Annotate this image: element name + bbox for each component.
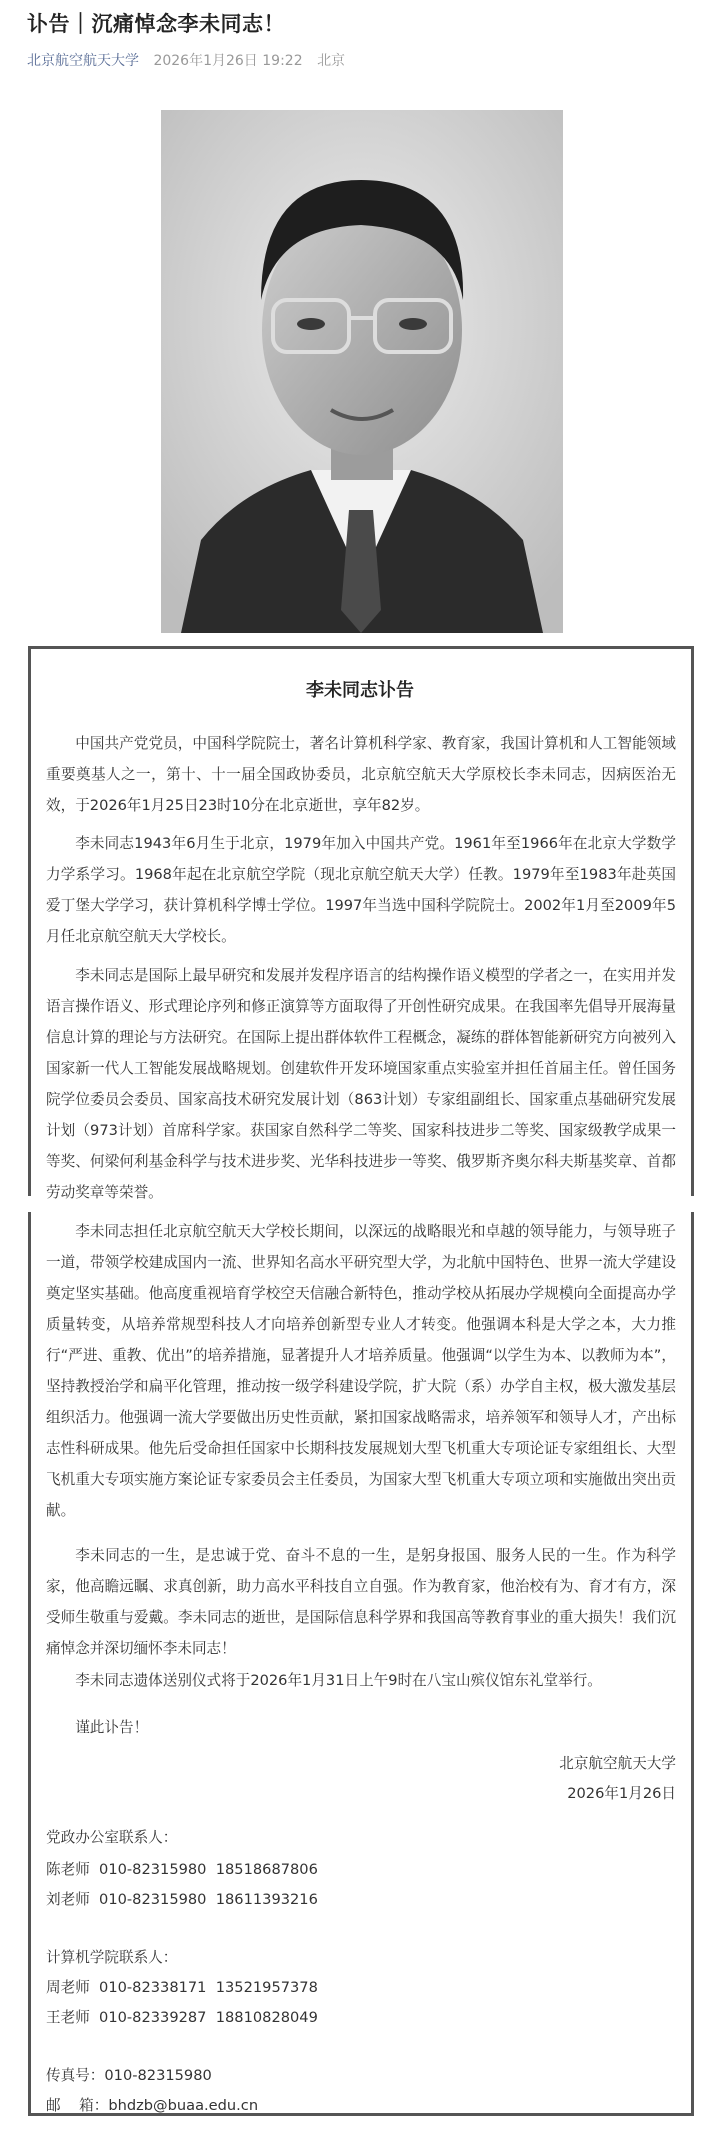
- paragraph-presidency: 李未同志担任北京航空航天大学校长期间，以深远的战略眼光和卓越的领导能力，与领导班子一道，带领学校建成国内一流、世界知名高水平研究型大学，为北航中国特色、世界一流大学建设奠定坚实基础。他高度重视培育学校空天信融合新特色，推动学校从拓展办学规模向全面提高办学质量转变，从培养常规型科技人才向培养创新型专业人才转变。他强调本科是大学之本，大力推行“严进、重教、优出”的培养措施，显著提升人才培养质量。他强调“以学生为本、以教师为本”，坚持教授治学和扁平化管理，推动按一级学科建设学院，扩大院（系）办学自主权，极大激发基层组织活力。他强调一流大学要做出历史性贡献，紧扣国家战略需求，培养领军和领导人才，产出标志性科研成果。他先后受命担任国家中长期科技发展规划大型飞机重大专项论证专家组组长、大型飞机重大专项实施方案论证专家委员会主任委员，为国家大型飞机重大专项立项和实施做出突出贡献。: [46, 1223, 676, 1519]
- signature-organization: 北京航空航天大学: [559, 1755, 676, 1772]
- obituary-title: 李未同志讣告: [306, 680, 414, 701]
- paragraph-closing: 谨此讣告！: [75, 1719, 149, 1736]
- source-account-link[interactable]: 北京航空航天大学: [27, 53, 139, 69]
- paragraph-funeral: 李未同志遗体送别仪式将于2026年1月31日上午9时在八宝山殡仪馆东礼堂举行。: [75, 1672, 602, 1689]
- portrait-photo: [161, 110, 563, 633]
- contact-person: 陈老师 010-82315980 18518687806: [46, 1861, 318, 1878]
- paragraph-tribute: 李未同志的一生，是忠诚于党、奋斗不息的一生，是躬身报国、服务人民的一生。作为科学家，他高瞻远瞩、求真创新，助力高水平科技自立自强。作为教育家，他治校有为、育才有方，深受师生敬重与爱戴。李未同志的逝世，是国际信息科学界和我国高等教育事业的重大损失！我们沉痛悼念并深切缅怀李未同志！: [46, 1547, 676, 1657]
- signature-date: 2026年1月26日: [567, 1785, 676, 1802]
- paragraph-research: 李未同志是国际上最早研究和发展并发程序语言的结构操作语义模型的学者之一，在实用并发语言操作语义、形式理论序列和修正演算等方面取得了开创性研究成果。在我国率先倡导开展海量信息计算的理论与方法研究。在国际上提出群体软件工程概念，凝练的群体智能新研究方向被列入国家新一代人工智能发展战略规划。创建软件开发环境国家重点实验室并担任首届主任。曾任国务院学位委员会委员、国家高技术研究发展计划（863计划）专家组副组长、国家重点基础研究发展计划（973计划）首席科学家。获国家自然科学二等奖、国家科技进步二等奖、国家级教学成果一等奖、何梁何利基金科学与技术进步奖、光华科技进步一等奖、俄罗斯齐奥尔科夫斯基奖章、首都劳动奖章等荣誉。: [46, 967, 676, 1201]
- fax-number: 传真号：010-82315980: [46, 2067, 212, 2084]
- frame-border-gap-right: [691, 1196, 700, 1212]
- contact-person: 周老师 010-82338171 13521957378: [46, 1979, 318, 1996]
- paragraph-biography: 李未同志1943年6月生于北京，1979年加入中国共产党。1961年至1966年在北京大学数学力学系学习。1968年起在北京航空学院（现北京航空航天大学）任教。1979年至1983年赴英国爱丁堡大学学习，获计算机科学博士学位。1997年当选中国科学院院士。2002年1月至2009年5月任北京航空航天大学校长。: [46, 835, 676, 945]
- publish-location: 北京: [317, 53, 346, 69]
- contact-group-label: 计算机学院联系人：: [46, 1949, 178, 1966]
- publish-date: 2026年1月26日 19:22: [153, 53, 303, 69]
- article-title: 讣告｜沉痛悼念李未同志！: [27, 12, 285, 36]
- contact-person: 刘老师 010-82315980 18611393216: [46, 1891, 318, 1908]
- paragraph-intro: 中国共产党党员，中国科学院院士，著名计算机科学家、教育家，我国计算机和人工智能领域重要奠基人之一，第十、十一届全国政协委员，北京航空航天大学原校长李未同志，因病医治无效，于2026年1月25日23时10分在北京逝世，享年82岁。: [46, 735, 676, 814]
- article-meta: [27, 50, 355, 70]
- contact-group-label: 党政办公室联系人：: [46, 1829, 178, 1846]
- contact-person: 王老师 010-82339287 18810828049: [46, 2009, 318, 2026]
- email-address: 邮 箱：bhdzb@buaa.edu.cn: [46, 2097, 259, 2114]
- frame-border-gap-left: [25, 1196, 34, 1212]
